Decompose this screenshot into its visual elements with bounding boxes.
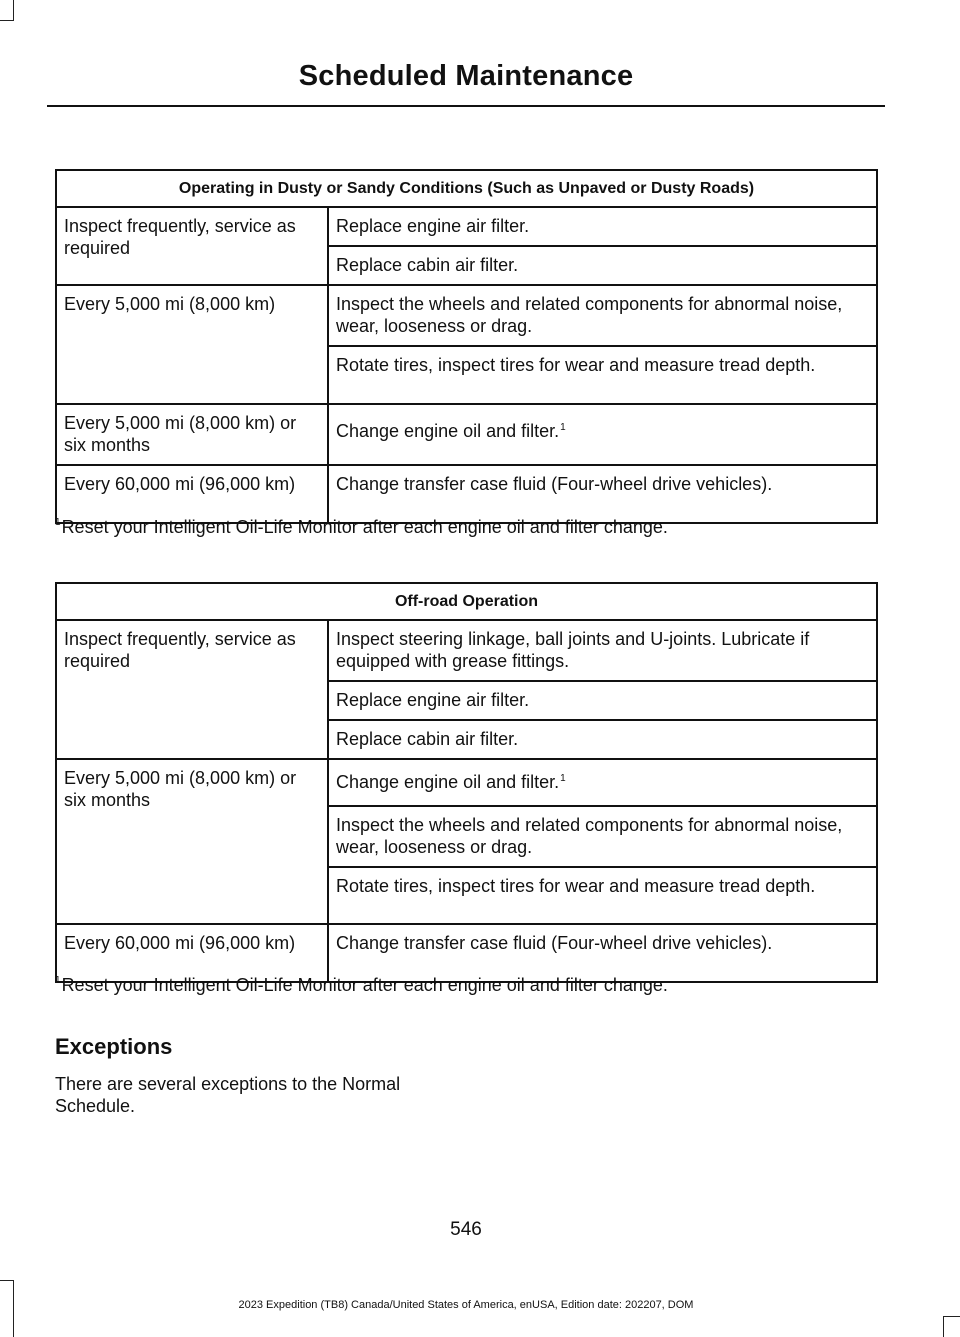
interval-cell: Every 5,000 mi (8,000 km) or six months <box>56 759 328 924</box>
task-cell <box>328 759 877 806</box>
interval-cell: Every 5,000 mi (8,000 km) or six months <box>56 404 328 465</box>
exceptions-heading: Exceptions <box>55 1034 173 1059</box>
crop-mark <box>943 1316 960 1317</box>
table-heading: Off-road Operation <box>56 583 877 620</box>
task-cell: Change transfer case fluid (Four-wheel drive vehicles). <box>328 465 877 523</box>
task-text: Change engine oil and filter. <box>336 421 560 441</box>
footnote-text: Reset your Intelligent Oil-Life Monitor after each engine oil and filter change. <box>61 517 668 537</box>
footnote-marker: 1 <box>560 422 566 433</box>
footnote-marker: 1 <box>55 975 61 986</box>
footnote <box>55 517 668 538</box>
footnote <box>55 975 668 996</box>
footnote-text: Reset your Intelligent Oil-Life Monitor after each engine oil and filter change. <box>61 975 668 995</box>
page-number: 546 <box>450 1219 482 1240</box>
interval-cell: Every 60,000 mi (96,000 km) <box>56 465 328 523</box>
task-cell <box>328 404 877 465</box>
page-title: Scheduled Maintenance <box>298 60 634 92</box>
task-cell: Change transfer case fluid (Four-wheel drive vehicles). <box>328 924 877 982</box>
task-cell: Inspect the wheels and related components for abnormal noise, wear, looseness or drag. <box>328 285 877 346</box>
edition-info: 2023 Expedition (TB8) Canada/United States of America, enUSA, Edition date: 202207, DOM <box>238 1299 694 1311</box>
task-cell: Replace engine air filter. <box>328 681 877 720</box>
task-cell: Rotate tires, inspect tires for wear and measure tread depth. <box>328 867 877 924</box>
interval-cell: Every 60,000 mi (96,000 km) <box>56 924 328 982</box>
off-road-table <box>55 582 878 983</box>
crop-mark <box>943 1316 944 1337</box>
task-cell: Replace engine air filter. <box>328 207 877 246</box>
task-text: Change engine oil and filter. <box>336 772 560 792</box>
title-divider <box>47 105 885 107</box>
crop-mark <box>0 1280 14 1281</box>
table-heading: Operating in Dusty or Sandy Conditions (Such as Unpaved or Dusty Roads) <box>56 170 877 207</box>
crop-mark <box>13 0 14 21</box>
task-cell: Inspect steering linkage, ball joints and U-joints. Lubricate if equipped with grease fittings. <box>328 620 877 681</box>
task-cell: Replace cabin air filter. <box>328 720 877 759</box>
interval-cell: Every 5,000 mi (8,000 km) <box>56 285 328 404</box>
footnote-marker: 1 <box>55 517 61 528</box>
task-cell: Replace cabin air filter. <box>328 246 877 285</box>
interval-cell: Inspect frequently, service as required <box>56 207 328 285</box>
dusty-conditions-table <box>55 169 878 524</box>
task-cell: Rotate tires, inspect tires for wear and measure tread depth. <box>328 346 877 404</box>
exceptions-text: There are several exceptions to the Normal Schedule. <box>55 1074 401 1116</box>
task-cell: Inspect the wheels and related components for abnormal noise, wear, looseness or drag. <box>328 806 877 867</box>
crop-mark <box>0 20 14 21</box>
footnote-marker: 1 <box>560 773 566 784</box>
interval-cell: Inspect frequently, service as required <box>56 620 328 759</box>
